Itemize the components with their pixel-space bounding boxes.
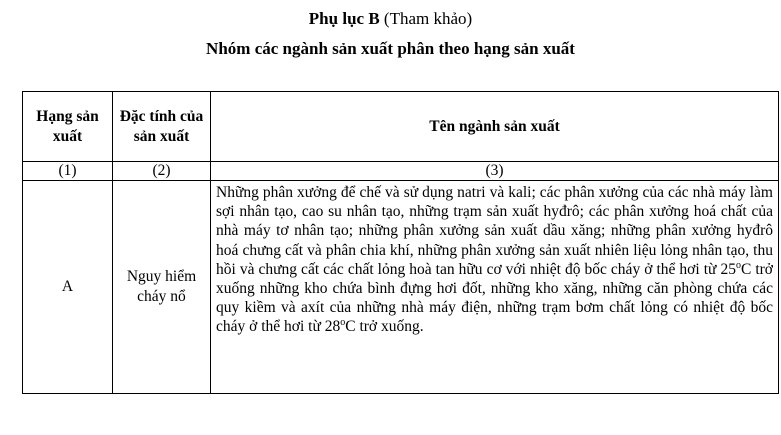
table-row bbox=[23, 181, 779, 394]
cell-property: Nguy hiểm cháy nổ bbox=[113, 181, 211, 394]
table-header-row bbox=[23, 92, 779, 162]
appendix-label: Phụ lục B bbox=[308, 9, 380, 28]
header-production-property: Đặc tính của sản xuất bbox=[113, 92, 211, 162]
production-category-table bbox=[22, 91, 779, 394]
header-production-sector: Tên ngành sản xuất bbox=[211, 92, 779, 162]
degree-sign-2: o bbox=[340, 317, 346, 329]
cell-rank: A bbox=[23, 181, 113, 394]
description-text-1: Những phân xưởng để chế và sử dụng natri và kali; các phân xưởng của các nhà máy làm sợi nhân tạo, cao su nhân tạo, những trạm sản xuất hyđrô; các phân xưởng hoá chất của nhà máy tơ nhân tạo; những phân xưởng sản xuất dầu xăng; những phân xưởng hyđrô hoá chưng cất và phân chia khí, những phân xưởng sản xuất nhiên liệu lỏng nhân tạo, thu hồi và chưng cất các chất lỏng hoà tan hữu cơ với nhiệt độ bốc cháy ở thể hơi từ 25 bbox=[216, 184, 773, 278]
appendix-heading bbox=[0, 9, 781, 29]
appendix-title: Nhóm các ngành sản xuất phân theo hạng sản xuất bbox=[206, 39, 575, 58]
degree-sign-1: o bbox=[735, 259, 741, 271]
appendix-note: (Tham khảo) bbox=[379, 9, 473, 28]
column-number-3: (3) bbox=[211, 162, 779, 181]
description-text-2: C trở xuống những kho chứa bình đựng hơi đốt, những kho xăng, những căn phòng chứa các quy kiềm và axít của những nhà máy điện, những trạm bơm chất lỏng có nhiệt độ bốc cháy ở thể hơi từ 28 bbox=[216, 260, 773, 336]
cell-description bbox=[211, 181, 779, 394]
column-number-1: (1) bbox=[23, 162, 113, 181]
header-production-rank: Hạng sản xuất bbox=[23, 92, 113, 162]
column-number-row bbox=[23, 162, 779, 181]
description-text-3: C trở xuống. bbox=[345, 318, 424, 336]
column-number-2: (2) bbox=[113, 162, 211, 181]
